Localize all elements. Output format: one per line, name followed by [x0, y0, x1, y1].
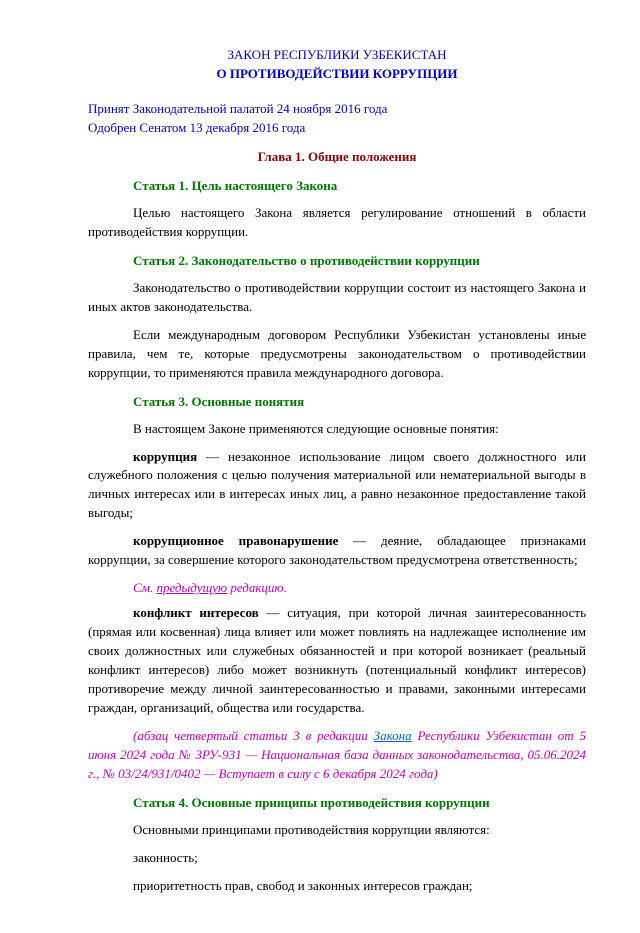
article-4-principle-legality: законность; — [133, 849, 198, 865]
definition-corruption-offense — [88, 532, 586, 570]
article-4-paragraph-1: Основными принципами противодействия коррупции являются: — [133, 821, 490, 837]
term-corruption-offense-definition: — деяние, обладающее признаками коррупции, за совершение которого законодательством предусмотрена ответственность; — [88, 533, 587, 568]
article-4-principle-priority-of-rights: приоритетность прав, свобод и законных интересов граждан; — [133, 877, 473, 893]
article-2-heading: Статья 2. Законодательство о противодействии коррупции — [133, 252, 480, 268]
article-1-paragraph-1: Целью настоящего Закона является регулирование отношений в области противодействия коррупции. — [88, 204, 586, 239]
article-2-paragraph-1: Законодательство о противодействии коррупции состоит из настоящего Закона и иных актов законодательства. — [88, 279, 586, 314]
article-2-paragraph-2: Если международным договором Республики Узбекистан установлены иные правила, чем те, которые предусмотрены законодательством о противодействии коррупции, то применяются правила международного договора. — [88, 326, 586, 380]
document-title-line1: ЗАКОН РЕСПУБЛИКИ УЗБЕКИСТАН — [227, 47, 447, 62]
definition-conflict-of-interest — [88, 604, 586, 718]
chapter-1-heading: Глава 1. Общие положения — [257, 148, 417, 164]
article-3-heading: Статья 3. Основные понятия — [133, 393, 305, 409]
amendment-note — [88, 727, 586, 784]
adoption-block — [88, 100, 586, 138]
see-prev-suffix: редакцию. — [227, 580, 287, 596]
see-prev-prefix: См. — [133, 580, 157, 596]
amendment-law-link[interactable]: Закона — [373, 728, 412, 744]
term-conflict-of-interest-definition: — ситуация, при которой личная заинтересованность (прямая или косвенная) лица влияет или может повлиять на надлежащее исполнение им своих должностных или служебных обязанностей и при которой возникает (реальный конфликт интересов) либо может возникнуть (потенциальный конфликт интересов) противоречие между личной заинтересованностью и правами, законными интересами граждан, организаций, общества или государства. — [88, 605, 586, 716]
term-corruption-definition: — незаконное использование лицом своего должностного или служебного положения с целью получения материальной или нематериальной выгоды в личных интересах или в интересах иных лиц, а равно незаконное предоставление такой выгоды; — [88, 448, 586, 521]
approved-by-senate-line: Одобрен Сенатом 13 декабря 2016 года — [88, 119, 306, 135]
article-3-paragraph-1: В настоящем Законе применяются следующие основные понятия: — [133, 420, 499, 436]
see-previous-edition-note — [88, 579, 586, 598]
article-1-heading: Статья 1. Цель настоящего Закона — [133, 177, 338, 193]
document-title-line2: О ПРОТИВОДЕЙСТВИИ КОРРУПЦИИ — [216, 65, 458, 81]
previous-edition-link[interactable]: предыдущую — [156, 580, 228, 596]
amendment-prefix: (абзац четвертый статьи 3 в редакции — [133, 728, 374, 744]
article-4-heading: Статья 4. Основные принципы противодействия коррупции — [133, 795, 490, 810]
definition-corruption — [88, 448, 586, 524]
amendment-suffix: Республики Узбекистан от 5 июня 2024 года № ЗРУ-931 — Национальная база данных законодательства, 05.06.2024 г., № 03/24/931/0402 — Вступает в силу с 6 декабря 2024 года) — [88, 728, 586, 782]
term-corruption-offense: коррупционное правонарушение — [133, 533, 339, 549]
term-conflict-of-interest: конфликт интересов — [133, 605, 259, 621]
adopted-by-chamber-line: Принят Законодательной палатой 24 ноября 2016 года — [88, 100, 388, 116]
term-corruption: коррупция — [133, 448, 198, 464]
